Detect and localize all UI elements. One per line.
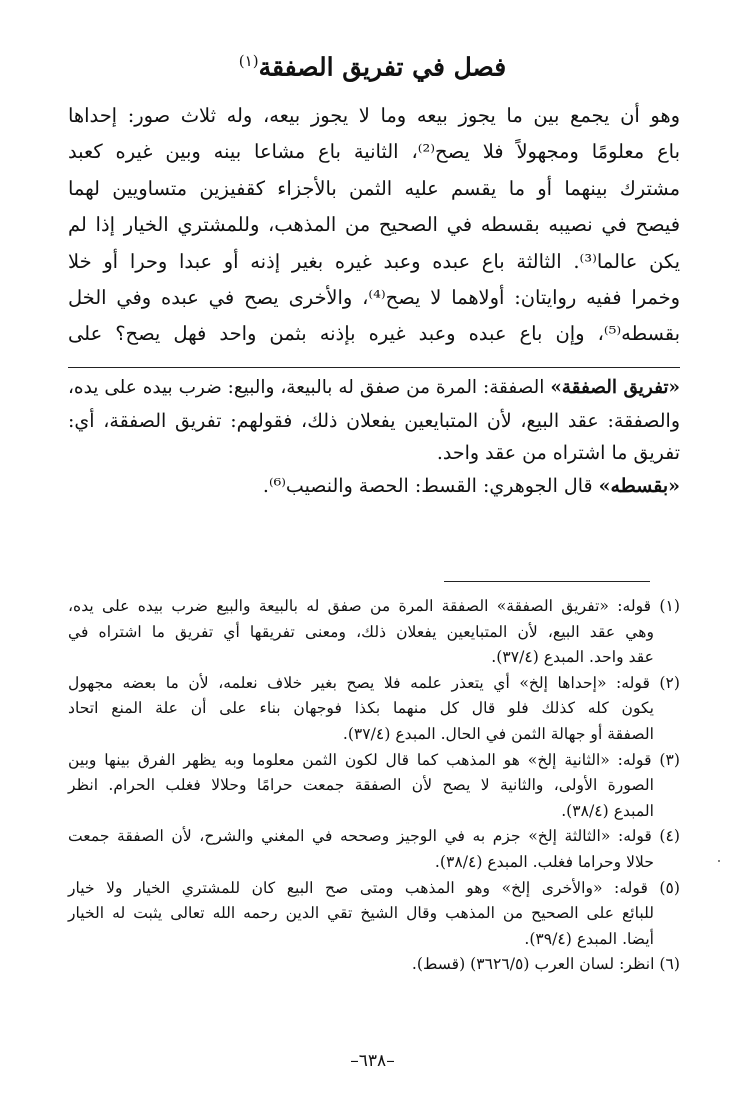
commentary — [68, 372, 680, 502]
commentary-line — [68, 470, 680, 503]
footnote — [68, 876, 680, 953]
main-line: وهو أن يجمع بين ما يجوز بيعه وما لا يجوز بيعه، وله ثلاث صور: إحداها — [68, 104, 680, 127]
main-text — [68, 98, 680, 353]
page-number: –٦٣٨– — [350, 1051, 395, 1071]
footnote-line: الصفقة أو جهالة الثمن في الحال. المبدع (٣٧/٤). — [342, 724, 654, 743]
footnote-line: وهي عقد البيع، لأن المتبايعين يفعلان ذلك، ومعنى تفريقها أي تفريق ما اشتراه في — [68, 622, 654, 641]
commentary-text: الصفقة: المرة من صفق له بالبيعة، والبيع: ضرب بيده على يده، — [68, 377, 551, 398]
footnote-line — [68, 876, 680, 902]
main-line: بقسطه⁽⁵⁾، وإن باع عبده وعبد غيره بإذنه بثمن واحد فهل يصح؟ على — [68, 322, 680, 346]
main-line: فيصح في نصيبه بقسطه في الصحيح من المذهب، وللمشتري الخيار إذا لم — [68, 213, 680, 237]
footnote-line: الصورة الأولى، والثانية لا يصح لأن الصفقة جمعت حرامًا وحلالا فغلب الحرام. انظر — [68, 776, 654, 795]
footnote-divider — [444, 581, 650, 582]
footnote-line — [68, 594, 680, 620]
commentary-line: تفريق ما اشتراه من عقد واحد. — [436, 442, 680, 464]
footnote-text: قوله: «الثانية إلخ» هو المذهب كما قال لكون الثمن معلوما وبه يظهر الفرق بينها وبين — [68, 750, 652, 769]
footnote-text: انظر: لسان العرب (٣٦٢٦/٥) (قسط). — [411, 955, 655, 974]
main-line: مشترك بينهما أو ما يقسم عليه الثمن بالأجزاء كقفيزين متساويين لهما — [68, 176, 680, 200]
footnote — [68, 824, 680, 875]
main-line: يكن عالما⁽³⁾. الثالثة باع عبده وعبد غيره بغير إذنه أو عبدا وحرا أو خلا — [68, 249, 681, 273]
footnote-line — [68, 671, 680, 697]
footnote — [68, 671, 680, 748]
footnote-number: (٢) — [659, 673, 680, 692]
footnote-text: قوله: «والأخرى إلخ» وهو المذهب ومتى صح البيع كان للمشتري الخيار ولا خيار — [68, 878, 648, 897]
main-line: وخمرا ففيه روايتان: أولاهما لا يصح⁽⁴⁾، والأخرى يصح في عبده وفي الخل — [68, 286, 680, 310]
footnote-line: المبدع (٣٨/٤). — [561, 801, 654, 820]
footnote-line: حلالا وحراما فغلب. المبدع (٣٨/٤). — [434, 852, 654, 871]
main-text-divider — [68, 367, 680, 368]
footnote-number: (٤) — [659, 827, 680, 846]
footnote-line: يكون كله كذلك فلو قال كل منهما بكذا فوجهان بناء على أن علة المنع اتحاد — [68, 699, 654, 718]
footnote-line: للبائع على الصحيح من المذهب وقال الشيخ تقي الدين رحمه الله تعالى يثبت له الخيار — [68, 904, 654, 923]
title-footnote-ref: (١) — [238, 52, 259, 70]
footnote-number: (٥) — [659, 878, 680, 897]
commentary-term: «تفريق الصفقة» — [550, 377, 680, 398]
commentary-term: «بقسطه» — [598, 474, 680, 497]
footnote — [68, 952, 680, 978]
footnote-number: (٦) — [659, 955, 680, 974]
footnote-number: (١) — [659, 597, 680, 615]
main-line: باع معلومًا ومجهولاً فلا يصح⁽²⁾، الثانية باع مشاعا بينه وبين غيره كعبد — [68, 140, 680, 164]
section-title — [0, 52, 745, 81]
commentary-text: قال الجوهري: القسط: الحصة والنصيب⁽⁶⁾. — [262, 474, 599, 497]
footnote-line — [68, 952, 680, 978]
footnote-text: قوله: «تفريق الصفقة» الصفقة المرة من صفق له بالبيعة والبيع ضرب بيده على يده، — [68, 597, 652, 615]
footnote-text: قوله: «الثالثة إلخ» جزم به في الوجيز وصححه في المغني والشرح، لأن الصفقة جمعت — [68, 827, 652, 846]
footnote-line — [68, 748, 680, 774]
footnote-text: قوله: «إحداها إلخ» أي يتعذر علمه فلا يصح بغير خلاف نعلمه، لأن ما بعضه مجهول — [68, 673, 650, 692]
footnote — [68, 748, 680, 825]
footnote-number: (٣) — [659, 750, 680, 769]
footnote-line: أيضا. المبدع (٣٩/٤). — [524, 929, 654, 948]
footnotes — [68, 594, 680, 978]
commentary-line: والصفقة: عقد البيع، لأن المتبايعين يفعلان ذلك، فقولهم: تفريق الصفقة، أي: — [68, 409, 680, 432]
commentary-line — [68, 372, 680, 405]
footnote — [68, 594, 680, 671]
section-title-text: فصل في تفريق الصفقة — [258, 52, 507, 82]
footnote-line: عقد واحد. المبدع (٣٧/٤). — [491, 648, 654, 667]
footnote-line — [68, 824, 680, 850]
scan-speck — [718, 860, 720, 862]
